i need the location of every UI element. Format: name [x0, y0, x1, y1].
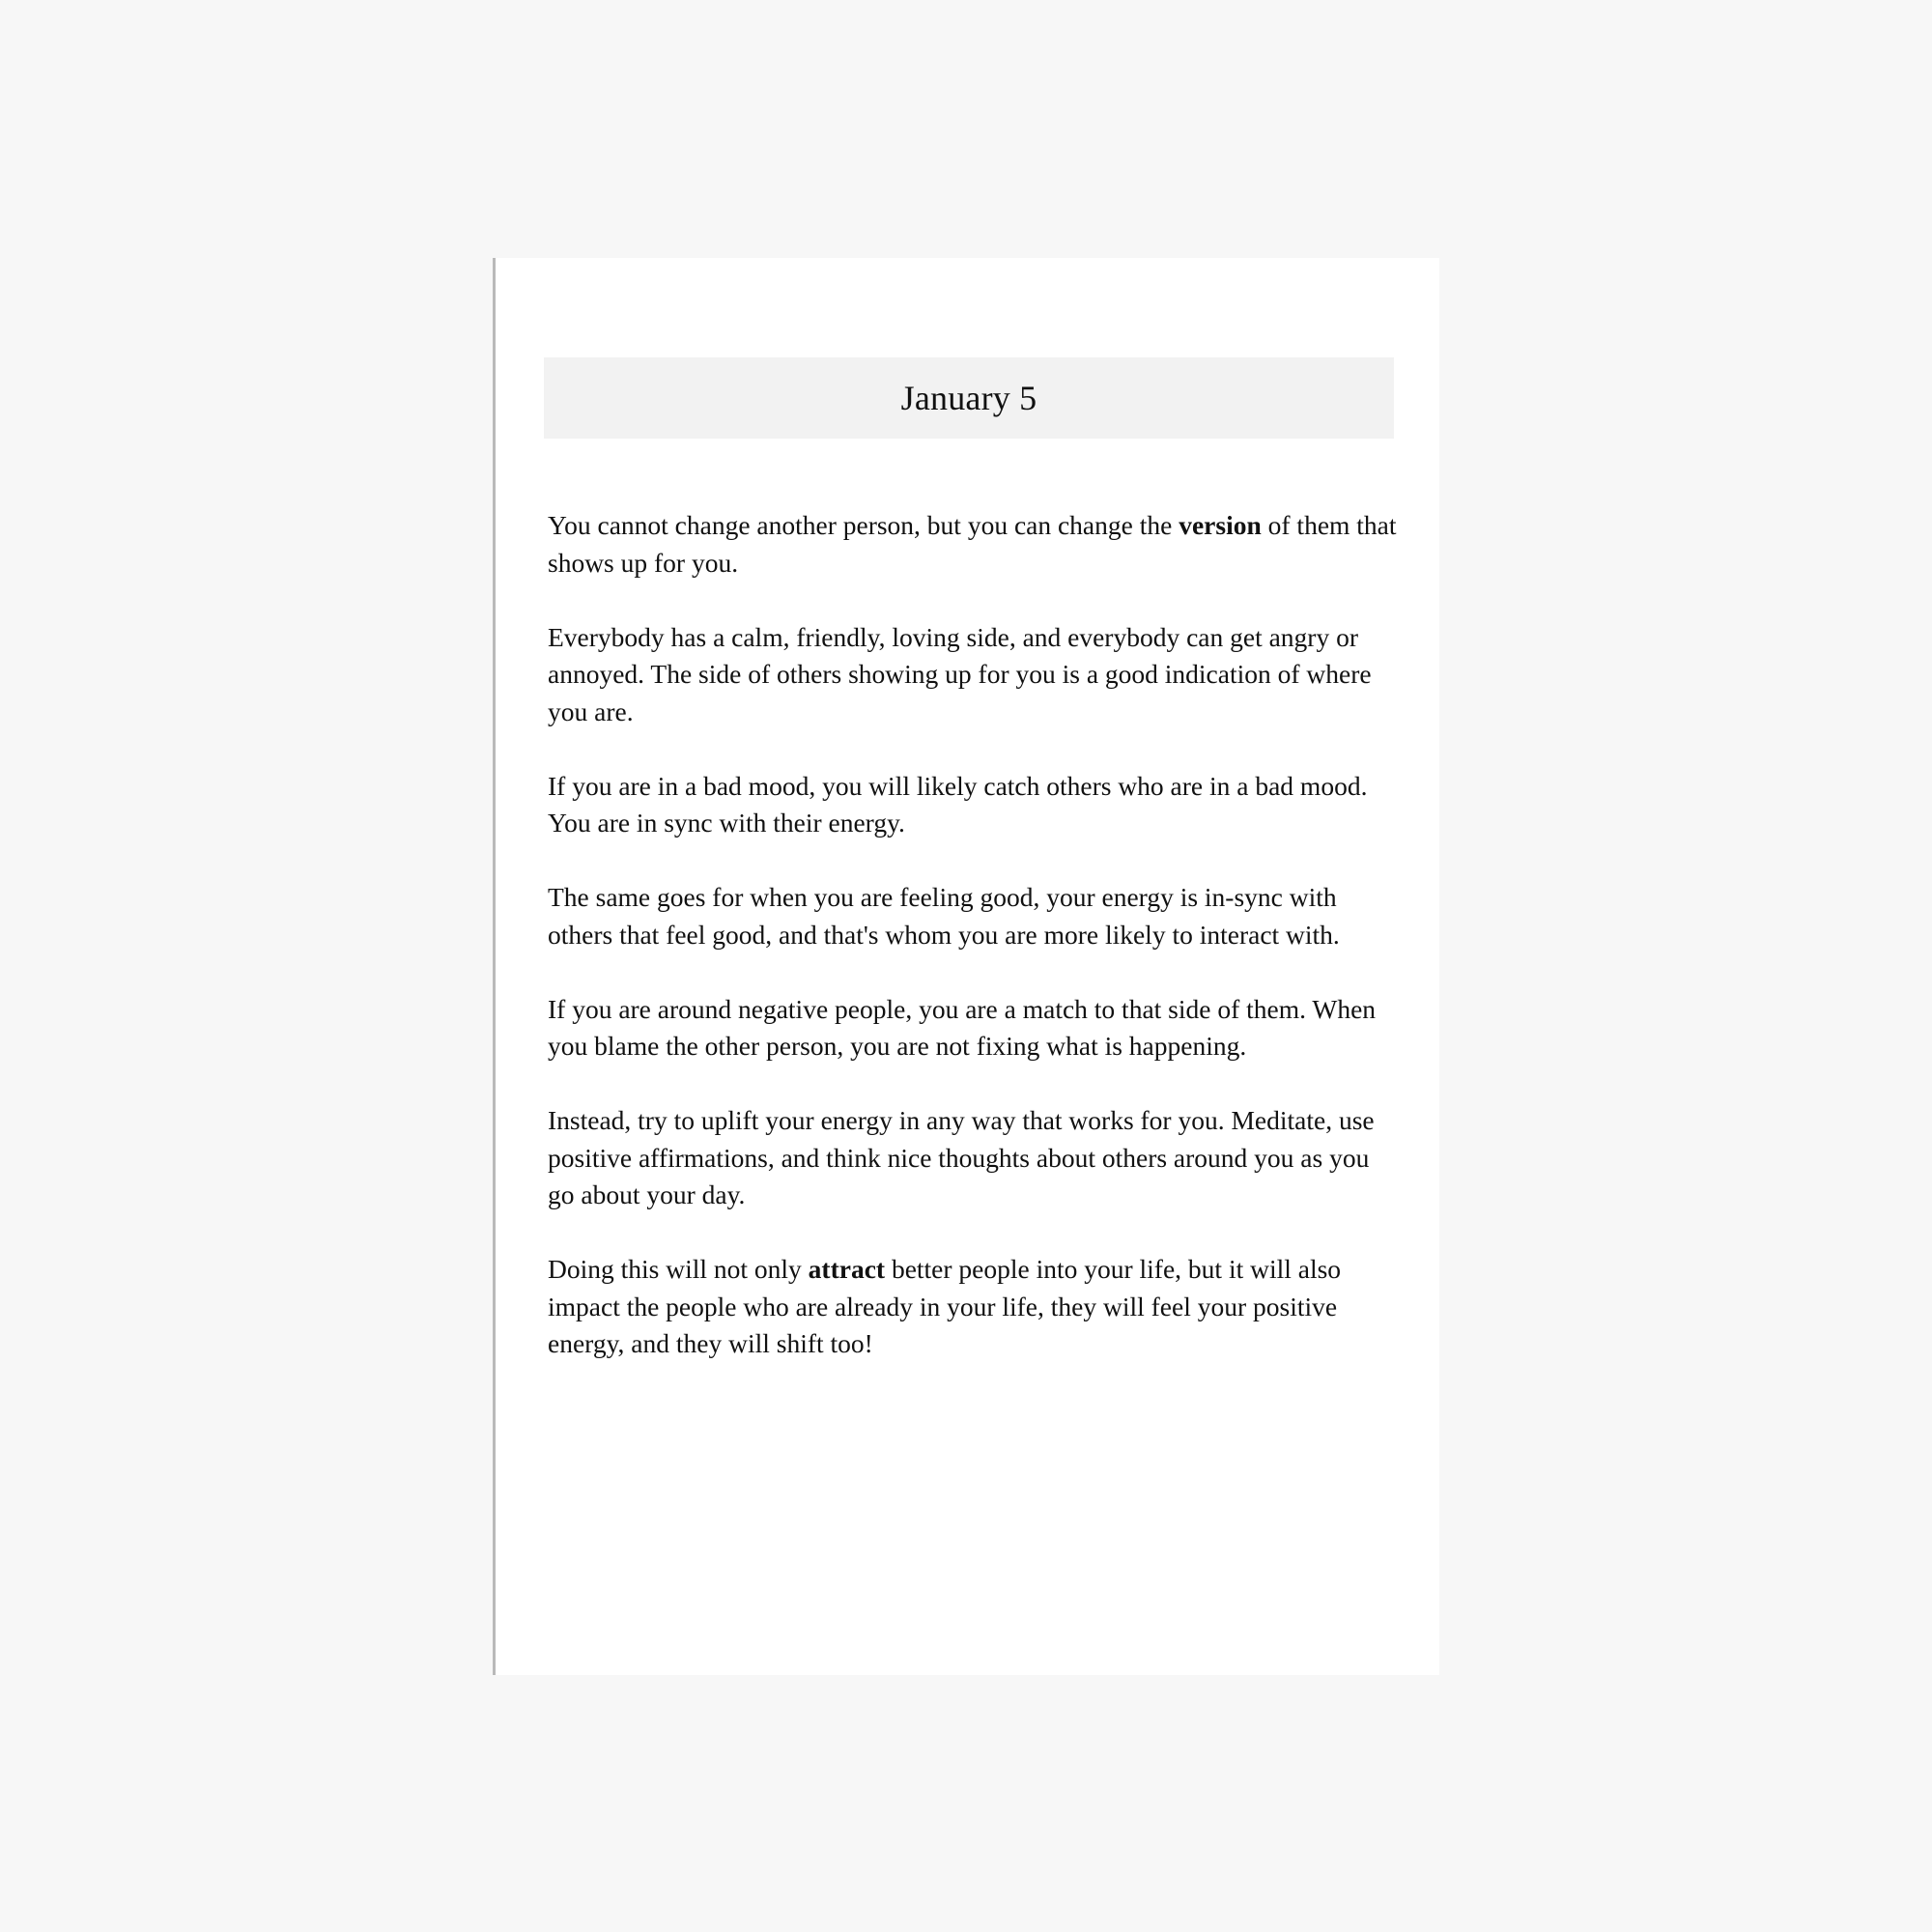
- paragraph-1-text-after: of them that shows up for you.: [548, 510, 1397, 578]
- paragraph-7-text-before: Doing this will not only: [548, 1254, 809, 1284]
- paragraph-2: Everybody has a calm, friendly, loving side, and everybody can get angry or annoyed. The side of others showing up for you is a good indication of where you are.: [548, 621, 1372, 726]
- paragraph-1-bold-word: version: [1179, 510, 1262, 540]
- paragraph-4: The same goes for when you are feeling good, your energy is in-sync with others that feel good, and that's whom you are more likely to interact with.: [548, 882, 1340, 950]
- title-band: [544, 357, 1394, 439]
- paragraph-6: Instead, try to uplift your energy in any way that works for you. Meditate, use positive affirmations, and think nice thoughts about others around you as you go about your day.: [548, 1105, 1375, 1209]
- page-title: January 5: [900, 379, 1037, 417]
- paragraph-1: [548, 507, 1398, 582]
- paragraph-3: If you are in a bad mood, you will likely catch others who are in a bad mood. You are in sync with their energy.: [548, 770, 1368, 838]
- page-body: [548, 507, 1398, 1400]
- paragraph-7-text-after: better people into your life, but it will also impact the people who are already in your life, they will feel your positive energy, and they will shift too!: [548, 1254, 1342, 1358]
- paragraph-1-text-before: You cannot change another person, but you can change the: [548, 510, 1179, 540]
- paragraph-5: If you are around negative people, you are a match to that side of them. When you blame the other person, you are not fixing what is happening.: [548, 993, 1377, 1061]
- paragraph-7-bold-word: attract: [808, 1254, 886, 1284]
- book-page: [493, 258, 1439, 1675]
- paragraph-7: [548, 1251, 1398, 1363]
